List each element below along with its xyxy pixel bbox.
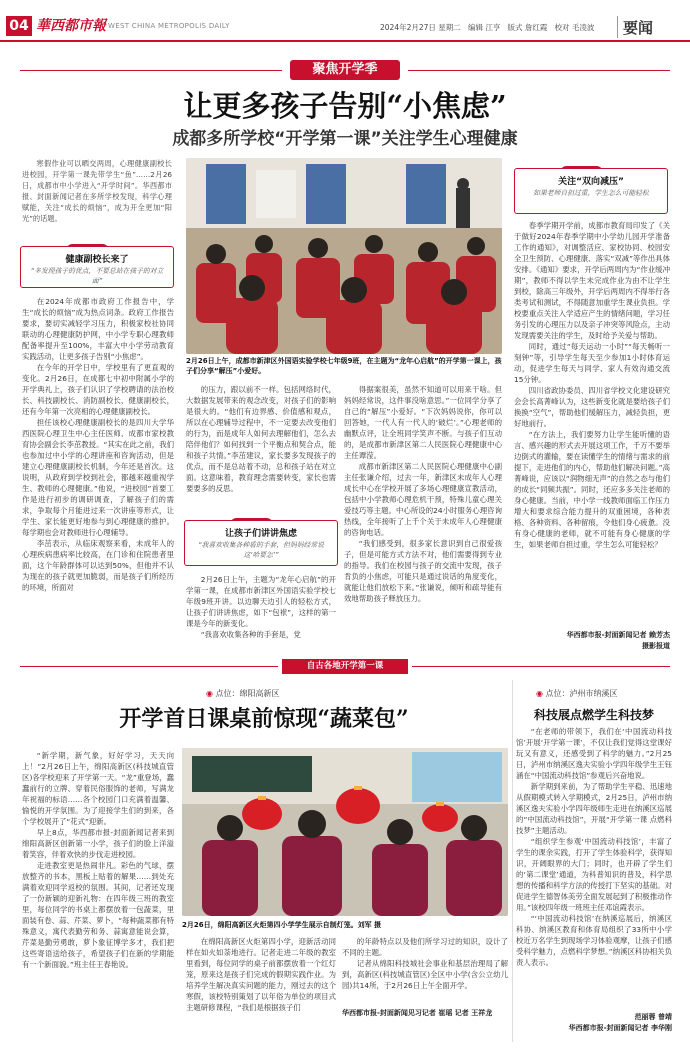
main-column-2 (186, 384, 336, 508)
masthead (0, 0, 690, 42)
art3-divider (512, 680, 513, 1042)
art3-byline-reporter: 华西都市报-封面新闻记者 李华刚 (568, 1024, 672, 1032)
change-box-2 (184, 512, 338, 566)
art3-headline: 科技展点燃学生科技梦 (533, 708, 654, 722)
art3-byline (516, 1012, 672, 1034)
classroom-photo-art (186, 158, 502, 354)
section2-rule-left (20, 666, 278, 667)
art2-byline: 华西都市报-封面新闻见习记者 崔瑶 记者 王祥龙 (342, 1009, 493, 1017)
main-col4-p3: 四川省政协委员、四川省学校文化建设研究会会长高菁峰认为，这些新变化就是要给孩子们换换“空气”，帮助他们缓解压力，减轻负担，更好地前行。 (514, 386, 670, 428)
main-col3-p1: 得据案很美，虽然不知道可以用来干啥。但妈妈经常说，这件事没啥意思。”一位同学分享了自己的“解压”小爱好。“下次妈妈说你，你可以回答她，一代人有一代人的‘破烂’。”心理老师的幽默点评，让全班同学笑声不断。与孩子们互动的，是成都市新津区第二人民医院心理健康中心主任谭滢。 (344, 385, 502, 460)
designer-credit: 版式 詹红霞 (507, 23, 548, 32)
main-photo-caption: 2月26日上午，成都市新津区外国语实验学校七年级9班，在主题为“龙年心启航”的开学第一课上，孩子们分享“解压”小爱好。 (186, 357, 502, 375)
paper-name-en: WEST CHINA METROPOLIS DAILY (108, 22, 230, 30)
art2-col1-p3: 走进教室更是热闹非凡。彩色的气球，摆放整齐的书本，黑板上贴着的解果……到处充满着欢迎同学返校的氛围。其间，记者还发现了一份新颖的迎新礼物：在四年级三班的教室里，每位同学的书桌上都摆放着一包蔬菜，里面装有卷、蒜、芹菜、萝卜，“每种蔬菜都有特殊意义，寓代表勤劳和务、蒜寓意能说会算，芹菜是勤劳勇敢，萝卜象征博学多才，我们把这些寄语送给孩子，希望孩子们在新的学期能有一个新面貌。”班主任王春艳说。 (22, 861, 174, 969)
main-col3-p2: 成都市新津区第二人民医院心理健康中心副主任张谦介绍，过去一年，新津区未成年人心理成长中心在学校开展了多场心理健康宣教活动，包括中小学教师心理危机干预，特殊儿童心理关爱技巧等主题。中心所设的24小时服务心理咨询热线，全年接听了上千个关于未成年人心理健康的咨询电话。 (344, 462, 502, 537)
main-col3-p3: “我们感受到，很多家长意识到自己很爱孩子，但是可能方式方法不对，他们需要得到专业的指导。我们在校园与孩子的交流中发现，孩子肯负的小焦虑，可能只是通过说话的角度变化，就能让他们放松下来。”张谦说，倾听和疏导能有效地帮助孩子释放压力。 (344, 539, 502, 603)
main-byline-photo: 摄影报道 (642, 642, 670, 650)
art3-p4: “‘中国流动科技馆’在纳溪巡展后，纳溪区科协、纳溪区教育和体育局组织了33所中小学校近万名学生到现场学习体验观摩，让孩子们感受科学魅力，点燃科学梦想。”纳溪区科协相关负责人表示。 (516, 914, 672, 967)
art2-column-1 (22, 750, 174, 1042)
main-col4-p1: 春季学期开学前，成都市教育局印发了《关于做好2024年春季学期中小学幼儿园开学准备工作的通知》，对调整活应、家校协同、校园安全卫生预防、心理健康、落实“双减”等作出具体安排。《通知》要求，开学后两周内为“作业缓冲期”，教师不得以学生未完成作业为由不让学生到校，除高三年级外，开学后两周内不得举行各类考试和测试，不得随意加重学生课业负担。学校要重点关注入学适应产生的情绪问题，学习任务引发的心理压力以及亲子冲突等风险点，主动发现需要关注的学生，及时给予关爱与帮助。 (514, 221, 670, 340)
section2-label: 自古各地开学第一课 (282, 659, 408, 674)
main-col4-p2: 同时，通过“每天运动一小时”“每天畅听一刻钟”等，引导学生每天至少参加1小时体育运动，促进学生每天与同学、家人有效沟通交流15分钟。 (514, 342, 670, 384)
art2-col3-p2: 记者从绵阳科技城社会事业和基层治理局了解到，高新区(科技城直管区)全区中小学(含公立幼儿园)共14所，于2月26日上午全面开学。 (342, 959, 508, 990)
art2-col3-p1: 的年龄特点以及他们所学习过的知识，设计了不同的主题。 (342, 937, 508, 957)
issue-date: 2024年2月27日 星期二 (380, 23, 461, 32)
main-column-4 (514, 220, 670, 628)
main-col2-p1: 的压力，跟以前不一样。包括网络时代，大数据发展带来的观念改变，对孩子们的影响是很大的。“他们有边界感、价值感和观点，所以在心理辅导过程中，不一定要去改变他们的行为，而是成年人如何去理解他们，怎么去陪伴他们？如何找到一个平衡点和契合点，能和孩子共情。”李茁建议，家长要多发现孩子的优点，而不是总站着不动，总和孩子站在对立面。这意味着，教育理念需要转变，家长也需要要多的反思。 (186, 385, 336, 493)
art2-column-2 (186, 936, 336, 1026)
main-col1-p2: 在今年的开学日中，学校里有了更直观的变化。2月26日，在成都七中初中附属小学的开学典礼上，孩子们认识了学校聘请的法治校长、科技副校长、消防副校长、健康副校长，还有今年第一次亮相的心理健康副校长。 (22, 363, 174, 416)
lead-text: 寒假作业可以晒交两周，心理健康副校长进校园，开学第一课先带学生“鱼”……2月26日，成都市中小学进入“开学时间”。华西都市报、封面新闻记者在多所学校发现，科学心理赋能，关注“成长的烦恼”，成为开全更加“阳光”的话题。 (22, 159, 172, 223)
art2-col2-p1: 在绵阳高新区火炬第四小学，迎新活动同样在如火如荼地进行。记者走进二年级的教室里看到，每位同学的桌子前都摆放着一个红灯笼，原来这是孩子们完成的假期实践作业。为培养学生解决真实问题的能力，刚过去的这个寒假，该校特别策划了以年俗为单位的项目式主题研修课程，“我们是根据孩子们 (186, 937, 336, 1012)
art2-headline: 开学首日课桌前惊现“蔬菜包” (119, 706, 409, 732)
art2-location-text: 点位：绵阳高新区 (215, 689, 280, 698)
lantern-photo (182, 748, 508, 916)
art3-byline-contrib: 范丽蓉 曾靖 (634, 1013, 672, 1021)
art2-location (206, 688, 280, 699)
change-3-title: 关注“双向减压” (558, 177, 624, 187)
editor-credit: 编辑 江亨 (467, 23, 501, 32)
banner-rule-right (408, 70, 670, 71)
art2-col1-p1: “新学期，新气象，好好学习，天天向上！”2月26日上午，绵阳高新区(科技城直管区)各学校迎来了开学第一天。“龙”重登场，蠢蠢前行的立牌、穿着民俗服饰的老师，写满龙年祝福的标语……各个校园门口充满着温馨、愉悦的开学氛围。为了迎接学生们的到来，各个学校展开了“花式”迎新。 (22, 751, 174, 826)
change-1-frame (20, 246, 174, 288)
main-byline-reporter: 华西都市报-封面新闻记者 赖芳杰 (566, 631, 670, 639)
art2-photo-caption: 2月26日，绵阳高新区火炬第四小学学生展示自制灯笼。刘军 摄 (182, 921, 382, 929)
art3-body (516, 726, 672, 1010)
art3-p3: “组织学生参观‘中国流动科技馆’，丰富了学生的课余实践，打开了学生体验科学，获得知识，开阔眼界的大门；同时，也开辟了学生们的‘第二课堂’通道，为科普知识的普及，科学思想的传播和科学方法的传授打下坚实的基础。对促进学生德智体美劳全面发展起到了积极推动作用。”该校四年级一班班主任邓谊霞表示。 (516, 837, 672, 912)
art3-p1: “在老师的带领下，我们在‘中国流动科技馆’开展‘开学第一课’，不仅让我们觉得这堂课好玩又有意义，还感受到了科学的魅力。”2月25日，泸州市纳溪区逸夫实验小学四年级学生王钰涵在“中国流动科技馆”参观后兴奋地说。 (516, 727, 672, 780)
art3-location (536, 688, 618, 699)
change-3-frame (514, 168, 668, 214)
paper-name: 華西都市報 (36, 18, 106, 34)
main-subhead: 成都多所学校“开学第一课”关注学生心理健康 (172, 129, 518, 149)
main-col1-p4: 李茁表示，从临床观察来看，未成年人的心理疾病患病率比较高，在门诊和住院患者里面，这个年龄群体可以达到50%，但他并不认为现在的孩子就更加脆弱，而是孩子们所经历的环境，所面对 (22, 539, 174, 592)
change-box-1 (20, 238, 174, 286)
main-byline (514, 630, 670, 652)
location-pin-icon: ◉ (206, 689, 213, 698)
main-col2b-p2: “我喜欢收集各种的手套是，党 (200, 630, 301, 639)
section-name: 要闻 (623, 19, 654, 37)
main-col2b-p1: 2月26日上午，主题为“龙年心启航”的开学第一课，在成都市新津区外国语实验学校七年级9班开讲。以边聊天边引人的轻松方式，让孩子们讲讲焦虑，如下“包袱”，这样的第一课是今年的新变化。 (186, 575, 336, 628)
banner-label: 聚焦开学季 (290, 60, 400, 80)
art2-col1-p2: 早上8点，华西都市报-封面新闻记者来到绵阳高新区创新第一小学，孩子们的脸上洋溢着笑容，伴着欢快的步伐走进校园。 (22, 828, 174, 859)
change-2-title: 让孩子们讲讲焦虑 (224, 529, 297, 539)
change-1-quote: “多发现孩子的优点，不要总站在孩子的对立面” (30, 267, 164, 285)
change-1-title: 健康副校长来了 (65, 255, 129, 265)
main-col4-p4: “在方法上，我们要努力让学生能听懂的语言、感兴趣的形式去开展这项工作，千万不要举边倒式的灌输，要在读懂学生的情绪与需求的前提下，走进他们的内心，帮助他们解决问题。”高菁峰说，应该以“润物细无声”的自然之态与他们的成长“同频共振”。同时，还应多多关注老师的身心健康。当前，中小学一线教师面临工作压力增大和要求综合能力提升的双重困境，各种表格、各种资料、各种留痕，令他们身心疲惫。没有身心健康的老师，就不可能有身心健康的学生，如果老师自担过重，学生怎么可能轻松？ (514, 430, 670, 549)
main-column-2b (186, 574, 336, 656)
change-box-3 (514, 160, 668, 214)
main-col1-p1: 在2024年成都市政府工作报告中，学生“成长的烦恼”成为热点词条。政府工作报告要求，要切实减轻学习压力，积极家校社协同联动的心理健康防护网，中小学专职心理教师配备率提升至100%，丰富大中小学劳动教育实践活动，让更多孩子告别“小焦虑”。 (22, 297, 174, 361)
change-2-quote: “我喜欢收集各种盾的手套，但妈妈经常说这‘哈要怎’” (198, 541, 324, 559)
classroom-photo (186, 158, 502, 354)
main-column-3 (344, 384, 502, 656)
change-2-frame (184, 520, 338, 566)
page-number-badge: 04 (6, 16, 32, 36)
main-col1-p3: 担任该校心理健康副校长的是四川大学华西医院心理卫生中心主任医师、成都市家校教育协会副会长李茁教授。“其实在此之前，我们也参加过中小学的心理讲座和咨询活动，但是建立心理健康副校长机制，今年还是首次。这说明，从政府到学校到社会，都越来越重视学生、教师的心理健康。”他说，“进校园”首要工作是进行初步的调研调查，了解孩子们的需求，争取每个月能进过来一次讲座等形式，让学生、家长能更好地参与到心理健康的推护。每学期也会对教师进行心理辅导。 (22, 418, 174, 537)
main-headline: 让更多孩子告别“小焦虑” (183, 89, 507, 123)
issue-info (380, 22, 594, 33)
banner-rule-left (20, 70, 282, 71)
change-3-quote: 如果老师自担过重，学生怎么可能轻松 (533, 189, 649, 197)
art2-column-3 (342, 936, 508, 1002)
art3-location-text: 点位：泸州市纳溪区 (545, 689, 618, 698)
proof-credit: 校对 毛凌波 (554, 23, 595, 32)
section-divider (617, 16, 618, 38)
masthead-rule (0, 40, 690, 42)
section2-rule-right (412, 666, 670, 667)
lead-paragraph (22, 158, 172, 240)
art3-p2: 新学期到来前，为了帮助学生平稳、迅速地从假期模式转入学期模式，2月25日，泸州市纳溪区逸夫实验小学四年级师生走进在纳溪区巡展的“中国流动科技馆”，开展“开学第一课 点燃科技梦”主题活动。 (516, 782, 672, 835)
location-pin-icon: ◉ (536, 689, 543, 698)
lantern-photo-art (182, 748, 508, 916)
